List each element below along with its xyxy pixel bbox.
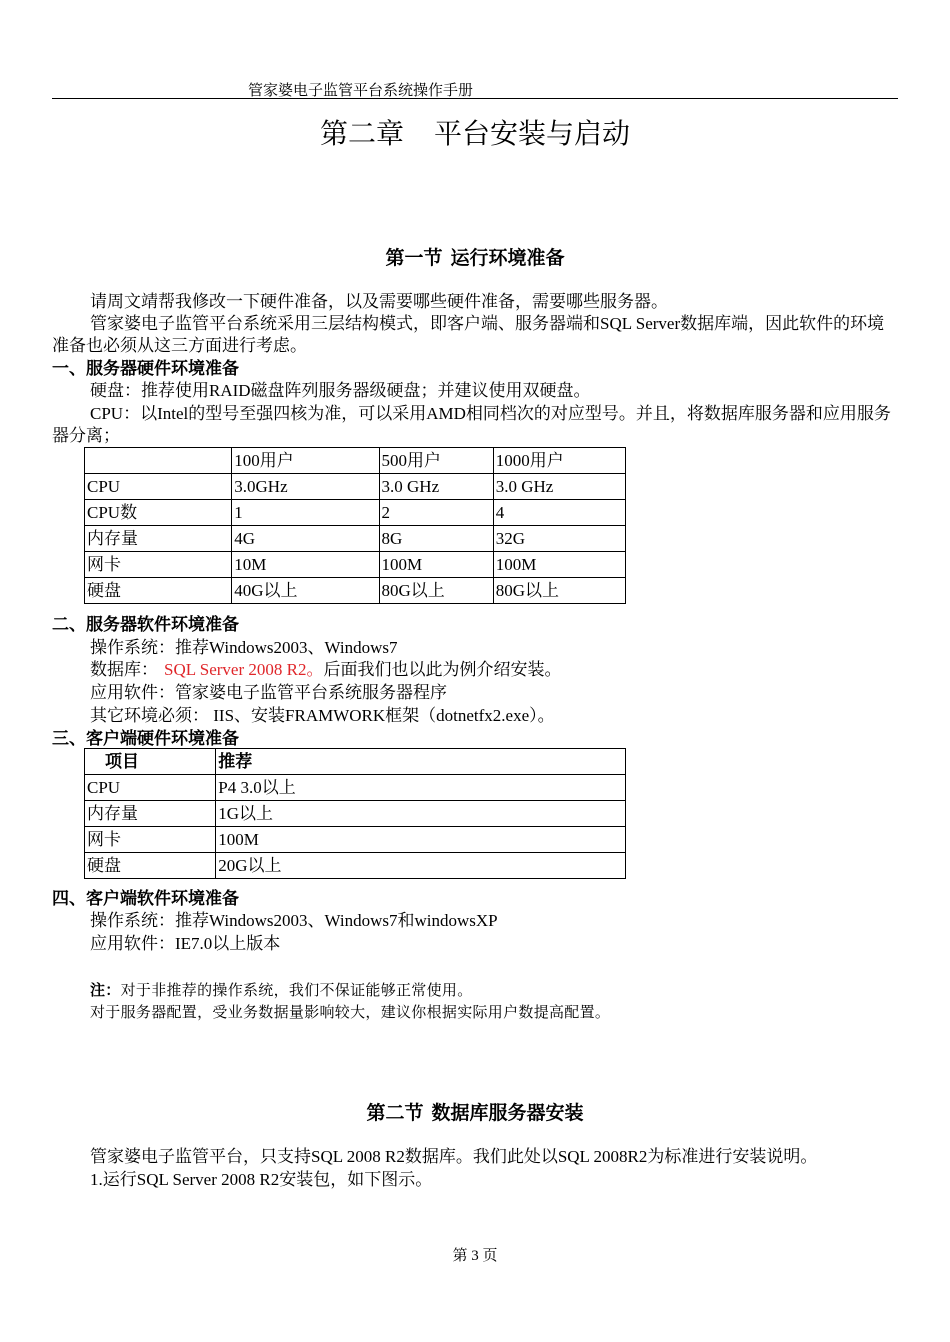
table-cell: 网卡 bbox=[85, 552, 232, 578]
database-version: SQL Server 2008 R2。 bbox=[164, 660, 324, 679]
table-cell: 网卡 bbox=[85, 827, 216, 853]
table-cell: 100M bbox=[493, 552, 625, 578]
table-cell: 10M bbox=[232, 552, 379, 578]
paragraph-cpu: CPU：以Intel的型号至强四核为准，可以采用AMD相同档次的对应型号。并且，将数据库服务器和应用服务器分离； bbox=[52, 404, 891, 445]
table-cell: 100用户 bbox=[232, 448, 379, 474]
table-cell: 8G bbox=[379, 526, 493, 552]
table-cell: P4 3.0以上 bbox=[216, 775, 626, 801]
table-cell: CPU数 bbox=[85, 500, 232, 526]
table-cell: 硬盘 bbox=[85, 578, 232, 604]
table-cell: CPU bbox=[85, 775, 216, 801]
table-cell: 推荐 bbox=[216, 749, 626, 775]
table-cell: 硬盘 bbox=[85, 853, 216, 879]
section2-number: 第二节 bbox=[366, 1102, 424, 1124]
table-cell: 4 bbox=[493, 500, 625, 526]
client-hardware-table bbox=[84, 748, 626, 879]
table-header-row bbox=[85, 448, 626, 474]
table-cell: 3.0 GHz bbox=[493, 474, 625, 500]
table-cell: 32G bbox=[493, 526, 625, 552]
note-text-1: 对于非推荐的操作系统，我们不保证能够正常使用。 bbox=[120, 981, 473, 999]
table-cell: 3.0 GHz bbox=[379, 474, 493, 500]
chapter-name: 平台安装与启动 bbox=[434, 117, 631, 150]
section1-name: 运行环境准备 bbox=[450, 247, 565, 269]
table-cell: 项目 bbox=[85, 749, 216, 775]
section2-name: 数据库服务器安装 bbox=[431, 1102, 584, 1124]
table-row bbox=[85, 500, 626, 526]
heading-server-hardware: 一、服务器硬件环境准备 bbox=[52, 359, 239, 378]
chapter-title bbox=[0, 112, 950, 152]
running-header: 管家婆电子监管平台系统操作手册 bbox=[248, 83, 474, 99]
table-row bbox=[85, 827, 626, 853]
table-cell: 100M bbox=[216, 827, 626, 853]
table-cell: CPU bbox=[85, 474, 232, 500]
table-cell: 3.0GHz bbox=[232, 474, 379, 500]
chapter-number: 第二章 bbox=[319, 117, 404, 150]
table-cell: 1000用户 bbox=[493, 448, 625, 474]
database-label: 数据库： bbox=[90, 660, 158, 679]
section1-title bbox=[0, 243, 950, 270]
table-cell: 1G以上 bbox=[216, 801, 626, 827]
table-cell: 80G以上 bbox=[379, 578, 493, 604]
paragraph-architecture: 管家婆电子监管平台系统采用三层结构模式，即客户端、服务器端和SQL Server数据库端，因此软件的环境准备也必须从这三方面进行考虑。 bbox=[52, 314, 885, 355]
table-cell: 4G bbox=[232, 526, 379, 552]
table-row bbox=[85, 578, 626, 604]
table-cell bbox=[85, 448, 232, 474]
database-note: 后面我们也以此为例介绍安装。 bbox=[323, 660, 562, 679]
table-cell: 内存量 bbox=[85, 526, 232, 552]
paragraph-request: 请周文靖帮我修改一下硬件准备，以及需要哪些硬件准备，需要哪些服务器。 bbox=[90, 292, 668, 311]
server-hardware-table bbox=[84, 447, 626, 604]
section2-title bbox=[0, 1098, 950, 1125]
table-row bbox=[85, 474, 626, 500]
table-cell: 1 bbox=[232, 500, 379, 526]
paragraph-client-os: 操作系统：推荐Windows2003、Windows7和windowsXP bbox=[90, 911, 498, 930]
heading-client-hardware: 三、客户端硬件环境准备 bbox=[52, 729, 239, 748]
note-line-2: 对于服务器配置，受业务数据量影响较大，建议你根据实际用户数提高配置。 bbox=[90, 1003, 611, 1021]
paragraph-sql-support: 管家婆电子监管平台，只支持SQL 2008 R2数据库。我们此处以SQL 2008R2为标准进行安装说明。 bbox=[90, 1147, 818, 1166]
paragraph-app-software: 应用软件：管家婆电子监管平台系统服务器程序 bbox=[90, 683, 447, 702]
table-cell: 内存量 bbox=[85, 801, 216, 827]
paragraph-step-1: 1.运行SQL Server 2008 R2安装包，如下图示。 bbox=[90, 1170, 433, 1189]
table-row bbox=[85, 853, 626, 879]
table-row bbox=[85, 775, 626, 801]
paragraph-other-env: 其它环境必须： IIS、安装FRAMWORK框架（dotnetfx2.exe）。 bbox=[90, 706, 555, 725]
header-rule bbox=[52, 98, 898, 99]
table-cell: 80G以上 bbox=[493, 578, 625, 604]
heading-client-software: 四、客户端软件环境准备 bbox=[52, 889, 239, 908]
table-cell: 2 bbox=[379, 500, 493, 526]
table-cell: 500用户 bbox=[379, 448, 493, 474]
table-row bbox=[85, 552, 626, 578]
page-number: 第 3 页 bbox=[452, 1248, 498, 1264]
table-header-row bbox=[85, 749, 626, 775]
table-cell: 40G以上 bbox=[232, 578, 379, 604]
table-row bbox=[85, 801, 626, 827]
note-line-1 bbox=[90, 979, 473, 1001]
paragraph-disk: 硬盘：推荐使用RAID磁盘阵列服务器级硬盘；并建议使用双硬盘。 bbox=[90, 381, 591, 400]
paragraph-client-app: 应用软件：IE7.0以上版本 bbox=[90, 934, 281, 953]
table-cell: 20G以上 bbox=[216, 853, 626, 879]
section1-number: 第一节 bbox=[385, 247, 443, 269]
paragraph-database bbox=[90, 659, 561, 681]
paragraph-server-os: 操作系统：推荐Windows2003、Windows7 bbox=[90, 638, 398, 657]
heading-server-software: 二、服务器软件环境准备 bbox=[52, 615, 239, 634]
table-row bbox=[85, 526, 626, 552]
table-cell: 100M bbox=[379, 552, 493, 578]
note-label: 注： bbox=[90, 981, 121, 999]
